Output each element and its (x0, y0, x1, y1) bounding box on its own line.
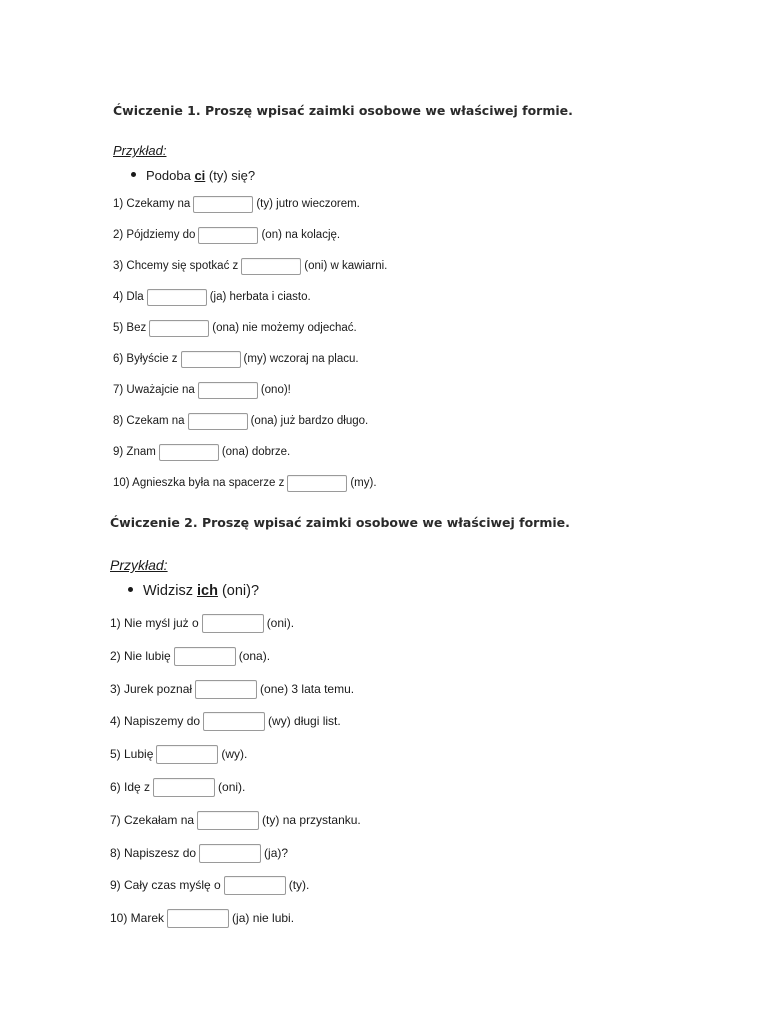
item-text-after: (ty). (288, 878, 310, 892)
exercise-item (113, 411, 368, 431)
item-text-before: 10) Marek (110, 911, 165, 925)
exercise-2-title: Ćwiczenie 2. Proszę wpisać zaimki osobowe we właściwej formie. (110, 515, 570, 530)
item-text-before: 4) Napiszemy do (110, 714, 201, 728)
bullet-icon (131, 172, 136, 177)
item-text-before: 10) Agnieszka była na spacerze z (113, 477, 285, 489)
item-text-before: 8) Napiszesz do (110, 846, 197, 860)
exercise-item (113, 256, 387, 276)
item-text-before: 2) Pójdziemy do (113, 229, 196, 241)
example-text-after: (oni)? (217, 583, 260, 599)
example-answer: ci (194, 168, 206, 183)
answer-input[interactable] (159, 444, 219, 461)
example-text-before: Podoba (146, 168, 195, 183)
item-text-after: (ono)! (260, 384, 291, 396)
exercise-item (110, 744, 247, 764)
item-text-after: (ona). (238, 649, 271, 663)
answer-input[interactable] (199, 844, 261, 863)
exercise-item (110, 810, 361, 830)
example-answer: ich (196, 583, 218, 599)
item-text-after: (oni). (218, 780, 246, 794)
item-text-before: 5) Lubię (110, 747, 154, 761)
exercise-item (110, 908, 294, 928)
exercise-item (110, 646, 270, 666)
item-text-before: 6) Byłyście z (113, 353, 178, 365)
answer-input[interactable] (156, 745, 218, 764)
exercise-1-example-label: Przykład: (113, 143, 167, 158)
item-text-before: 4) Dla (113, 291, 144, 303)
answer-input[interactable] (153, 778, 215, 797)
bullet-icon (128, 587, 133, 592)
item-text-after: (ty) jutro wieczorem. (256, 198, 360, 210)
example-text-before: Widzisz (143, 583, 197, 599)
answer-input[interactable] (188, 413, 248, 430)
item-text-after: (ja) herbata i ciasto. (209, 291, 311, 303)
exercise-item (110, 843, 288, 863)
exercise-item (113, 349, 359, 369)
answer-input[interactable] (197, 811, 259, 830)
item-text-after: (ty) na przystanku. (262, 813, 361, 827)
item-text-after: (my) wczoraj na placu. (243, 353, 359, 365)
item-text-after: (oni) w kawiarni. (304, 260, 388, 272)
answer-input[interactable] (174, 647, 236, 666)
exercise-1-title: Ćwiczenie 1. Proszę wpisać zaimki osobowe we właściwej formie. (113, 103, 573, 118)
answer-input[interactable] (241, 258, 301, 275)
item-text-before: 6) Idę z (110, 780, 151, 794)
answer-input[interactable] (147, 289, 207, 306)
item-text-after: (on) na kolację. (261, 229, 341, 241)
exercise-item (110, 613, 294, 633)
exercise-item (110, 875, 309, 895)
exercise-item (113, 194, 360, 214)
item-text-before: 1) Nie myśl już o (110, 616, 199, 630)
answer-input[interactable] (224, 876, 286, 895)
item-text-after: (ona) już bardzo długo. (250, 415, 369, 427)
exercise-item (110, 711, 341, 731)
exercise-item (113, 287, 311, 307)
answer-input[interactable] (198, 382, 258, 399)
item-text-after: (wy). (221, 747, 248, 761)
answer-input[interactable] (195, 680, 257, 699)
exercise-2-example-label: Przykład: (110, 557, 168, 573)
answer-input[interactable] (167, 909, 229, 928)
answer-input[interactable] (202, 614, 264, 633)
exercise-item (113, 442, 290, 462)
answer-input[interactable] (149, 320, 209, 337)
item-text-before: 9) Znam (113, 446, 156, 458)
item-text-before: 3) Chcemy się spotkać z (113, 260, 239, 272)
answer-input[interactable] (203, 712, 265, 731)
answer-input[interactable] (198, 227, 258, 244)
item-text-after: (one) 3 lata temu. (260, 682, 355, 696)
example-text-after: (ty) się? (205, 168, 256, 183)
item-text-before: 5) Bez (113, 322, 147, 334)
item-text-before: 2) Nie lubię (110, 649, 171, 663)
exercise-item (113, 318, 357, 338)
exercise-item (110, 777, 245, 797)
exercise-item (113, 380, 291, 400)
item-text-after: (oni). (266, 616, 295, 630)
item-text-before: 3) Jurek poznał (110, 682, 193, 696)
item-text-before: 7) Czekałam na (110, 813, 195, 827)
item-text-before: 9) Cały czas myślę o (110, 878, 221, 892)
answer-input[interactable] (181, 351, 241, 368)
answer-input[interactable] (287, 475, 347, 492)
item-text-after: (ona) dobrze. (221, 446, 291, 458)
item-text-before: 7) Uważajcie na (113, 384, 195, 396)
item-text-after: (ja) nie lubi. (232, 911, 295, 925)
exercise-item (113, 473, 377, 493)
exercise-item (110, 679, 354, 699)
answer-input[interactable] (193, 196, 253, 213)
exercise-2-example (128, 583, 259, 599)
exercise-item (113, 225, 340, 245)
item-text-before: 8) Czekam na (113, 415, 185, 427)
exercise-1-example (131, 168, 255, 183)
item-text-after: (wy) długi list. (268, 714, 341, 728)
item-text-after: (my). (350, 477, 377, 489)
item-text-before: 1) Czekamy na (113, 198, 191, 210)
item-text-after: (ja)? (264, 846, 289, 860)
item-text-after: (ona) nie możemy odjechać. (212, 322, 357, 334)
